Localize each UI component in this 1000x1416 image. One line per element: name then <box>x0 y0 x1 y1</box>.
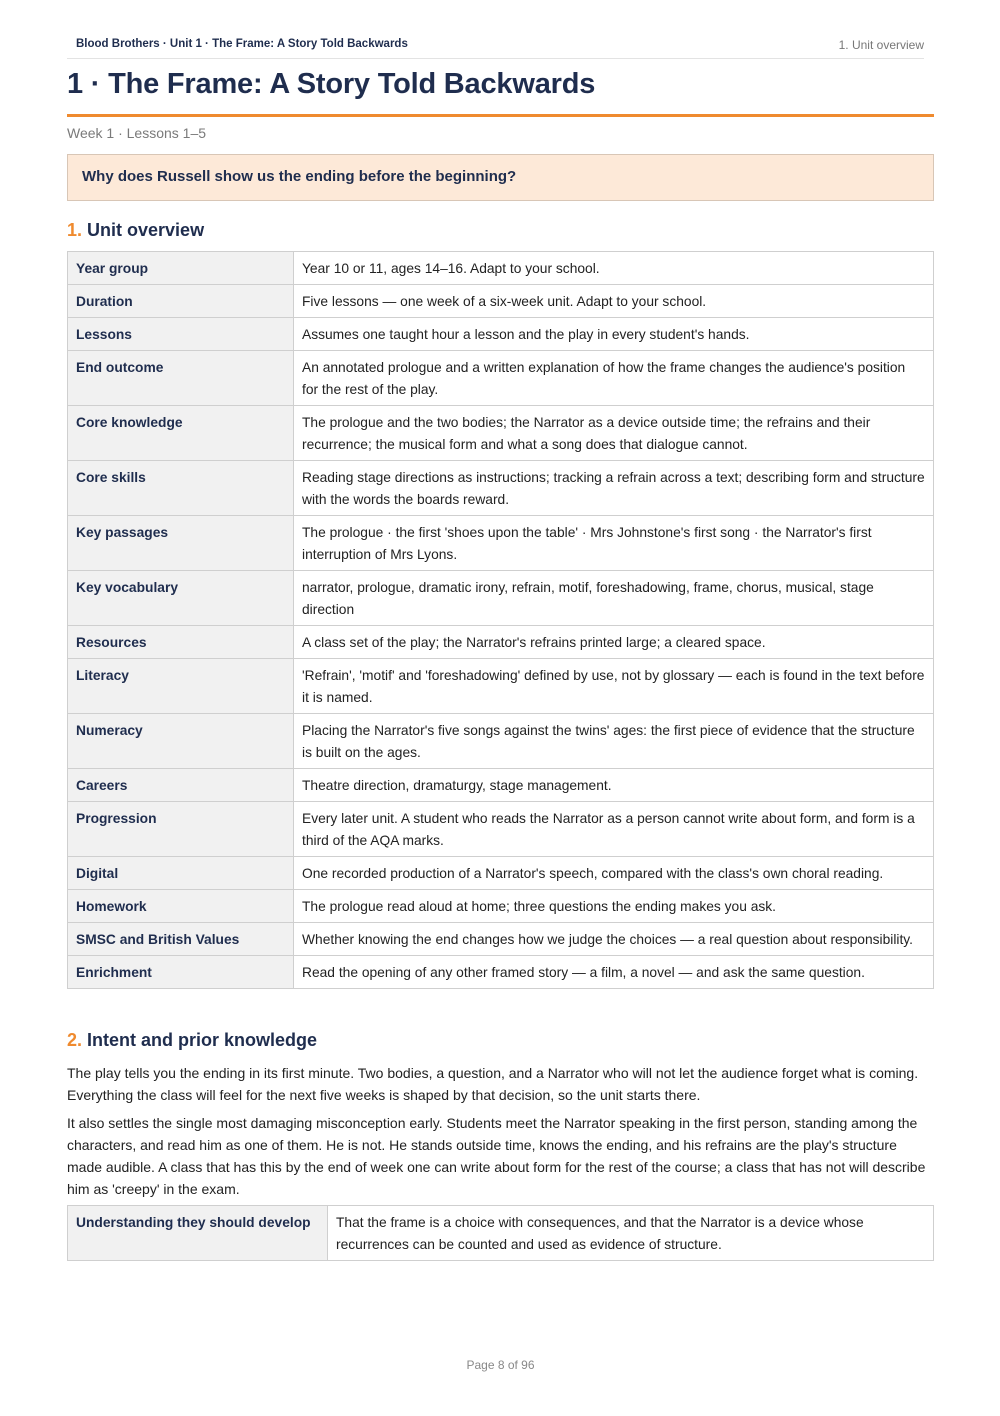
table-row <box>68 252 934 285</box>
table-row <box>68 769 934 802</box>
row-value: Whether knowing the end changes how we judge the choices — a real question about responsibility. <box>294 923 934 956</box>
row-value: Five lessons — one week of a six-week unit. Adapt to your school. <box>294 285 934 318</box>
row-label: End outcome <box>68 351 294 406</box>
row-label: Careers <box>68 769 294 802</box>
section-heading-intent <box>67 1030 317 1051</box>
row-value: The prologue and the two bodies; the Narrator as a device outside time; the refrains and their recurrence; the musical form and what a song does that dialogue cannot. <box>294 406 934 461</box>
section-number: 2. <box>67 1030 83 1050</box>
table-row <box>68 461 934 516</box>
table-row <box>68 923 934 956</box>
table-row <box>68 406 934 461</box>
row-label: Key passages <box>68 516 294 571</box>
table-row <box>68 659 934 714</box>
row-label: Progression <box>68 802 294 857</box>
understanding-value: That the frame is a choice with consequences, and that the Narrator is a device whose recurrences can be counted and used as evidence of structure. <box>328 1206 934 1261</box>
row-value: Theatre direction, dramaturgy, stage management. <box>294 769 934 802</box>
table-row <box>68 351 934 406</box>
row-label: Literacy <box>68 659 294 714</box>
table-row <box>68 516 934 571</box>
breadcrumb: Blood Brothers · Unit 1 · The Frame: A Story Told Backwards <box>76 38 408 50</box>
table-row <box>68 318 934 351</box>
row-value: Read the opening of any other framed story — a film, a novel — and ask the same question. <box>294 956 934 989</box>
row-label: Core skills <box>68 461 294 516</box>
row-value: One recorded production of a Narrator's speech, compared with the class's own choral reading. <box>294 857 934 890</box>
row-label: Core knowledge <box>68 406 294 461</box>
row-value: Reading stage directions as instructions; tracking a refrain across a text; describing form and structure with the words the boards reward. <box>294 461 934 516</box>
row-label: Enrichment <box>68 956 294 989</box>
row-value: narrator, prologue, dramatic irony, refrain, motif, foreshadowing, frame, chorus, musical, stage direction <box>294 571 934 626</box>
page-number: Page 8 of 96 <box>466 1358 535 1372</box>
table-row <box>68 285 934 318</box>
row-label: Resources <box>68 626 294 659</box>
row-value: Year 10 or 11, ages 14–16. Adapt to your school. <box>294 252 934 285</box>
row-value: The prologue · the first 'shoes upon the table' · Mrs Johnstone's first song · the Narrator's first interruption of Mrs Lyons. <box>294 516 934 571</box>
page-title: 1 · The Frame: A Story Told Backwards <box>67 68 596 100</box>
table-row <box>68 890 934 923</box>
section-heading-overview <box>67 220 204 241</box>
row-label: Year group <box>68 252 294 285</box>
unit-overview-table <box>67 251 934 989</box>
section-title: Intent and prior knowledge <box>87 1030 318 1050</box>
row-label: Numeracy <box>68 714 294 769</box>
unit-overview-body <box>68 252 934 989</box>
row-label: SMSC and British Values <box>68 923 294 956</box>
row-label: Key vocabulary <box>68 571 294 626</box>
row-value: A class set of the play; the Narrator's refrains printed large; a cleared space. <box>294 626 934 659</box>
section-title: Unit overview <box>87 220 205 240</box>
row-label: Homework <box>68 890 294 923</box>
section-indicator: 1. Unit overview <box>838 38 924 52</box>
row-value: 'Refrain', 'motif' and 'foreshadowing' defined by use, not by glossary — each is found in the text before it is named. <box>294 659 934 714</box>
row-label: Duration <box>68 285 294 318</box>
row-value: Placing the Narrator's five songs against the twins' ages: the first piece of evidence that the structure is built on the ages. <box>294 714 934 769</box>
table-row <box>68 714 934 769</box>
understanding-label: Understanding they should develop <box>68 1206 328 1261</box>
row-label: Digital <box>68 857 294 890</box>
row-value: Every later unit. A student who reads the Narrator as a person cannot write about form, and form is a third of the AQA marks. <box>294 802 934 857</box>
row-value: Assumes one taught hour a lesson and the play in every student's hands. <box>294 318 934 351</box>
table-row <box>68 956 934 989</box>
intent-paragraph: The play tells you the ending in its first minute. Two bodies, a question, and a Narrator who will not let the audience forget what is coming. Everything the class will feel for the next five weeks is shaped by that decision, so the unit starts there. <box>67 1065 919 1103</box>
table-row <box>68 802 934 857</box>
table-row <box>68 571 934 626</box>
key-question-box <box>67 154 934 201</box>
row-label: Lessons <box>68 318 294 351</box>
title-divider <box>67 114 934 117</box>
section-number: 1. <box>67 220 83 240</box>
row-value: An annotated prologue and a written explanation of how the frame changes the audience's position for the rest of the play. <box>294 351 934 406</box>
table-row <box>68 626 934 659</box>
table-row <box>68 1206 934 1261</box>
intent-paragraph: It also settles the single most damaging misconception early. Students meet the Narrator speaking in the first person, standing among the characters, and read him as one of them. He is not. He stands outside time, knows the ending, and his refrains are the play's structure made audible. A class that has this by the end of week one can write about form for the rest of the course; a class that has not will describe him as 'creepy' in the exam. <box>67 1115 926 1197</box>
key-question: Why does Russell show us the ending before the beginning? <box>82 168 517 185</box>
running-header <box>67 36 924 59</box>
row-value: The prologue read aloud at home; three questions the ending makes you ask. <box>294 890 934 923</box>
page-subtitle: Week 1 · Lessons 1–5 <box>67 125 207 141</box>
table-row <box>68 857 934 890</box>
understanding-table <box>67 1205 934 1261</box>
